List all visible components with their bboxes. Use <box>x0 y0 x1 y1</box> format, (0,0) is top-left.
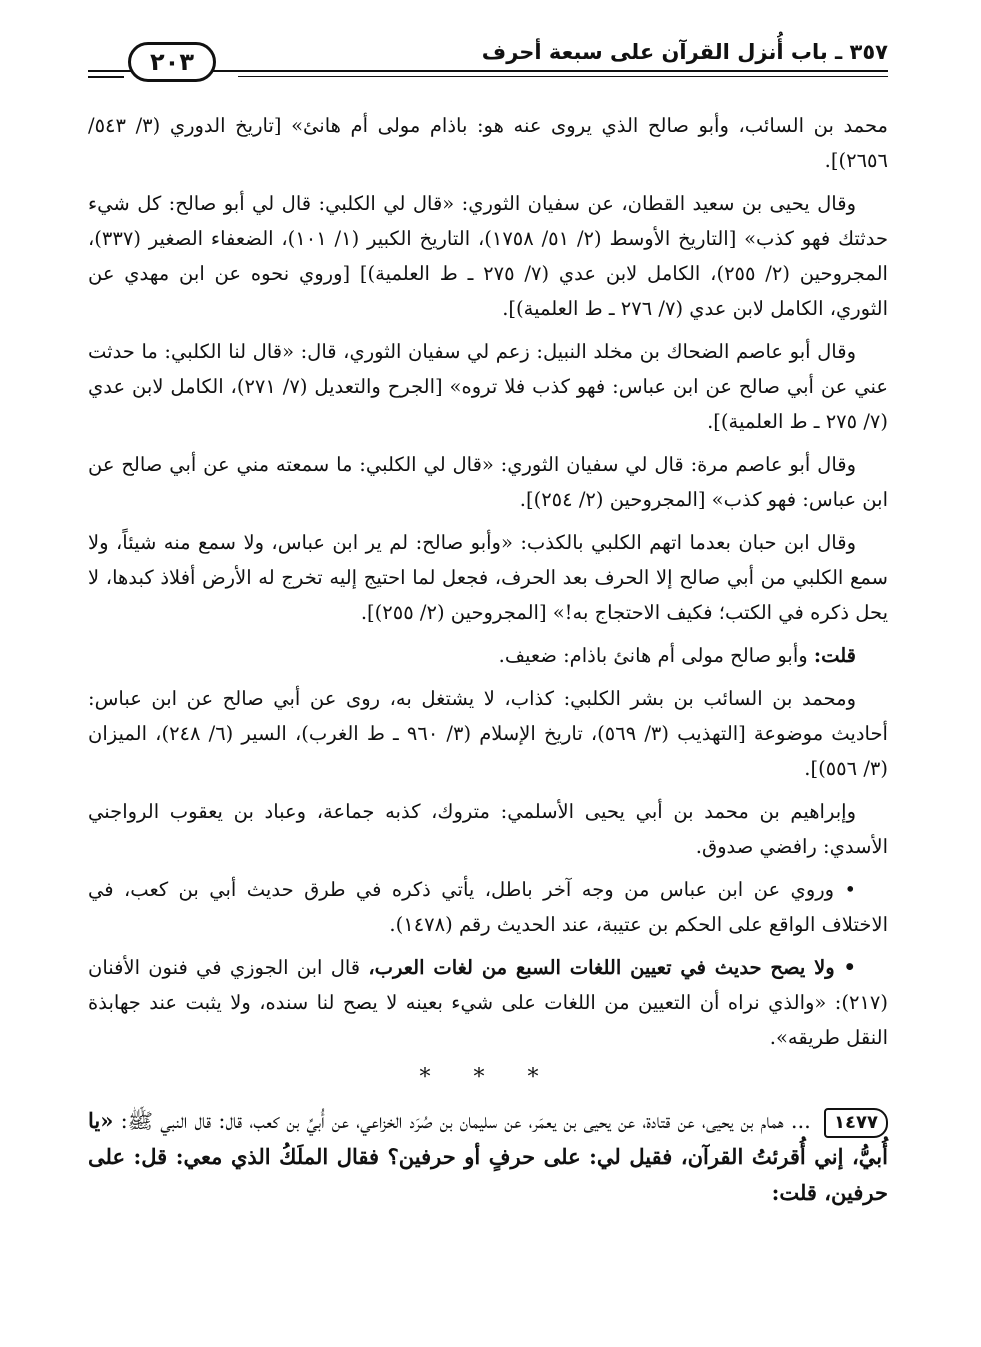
bullet-bold: • ولا يصح حديث في تعيين اللغات السبع من لغات العرب، <box>368 956 856 979</box>
running-title: ٣٥٧ ـ باب أُنزل القرآن على سبعة أحرف <box>481 40 888 64</box>
bullet-paragraph <box>88 950 888 1055</box>
qultu-label: قلت: <box>813 644 856 667</box>
hadith-isnad: ... همام بن يحيى، عن قتادة، عن يحيى بن يعمَر، عن سليمان بن صُرَد الخزاعي، عن أُبيِّ بن كعب، قال: قال النبي ﷺ: <box>113 1109 819 1133</box>
paragraph: وقال ابن حبان بعدما اتهم الكلبي بالكذب: «وأبو صالح: لم ير ابن عباس، ولا سمع منه شيئاً، ولا سمع الكلبي من أبي صالح إلا الحرف بعد الحرف، فجعل لما احتيج إليه تخرج له الأرض أفلاذ كبدها، لا يحل ذكره في الكتب؛ فكيف الاحتجاج به!» [المجروحين (٢/ ٢٥٥)]. <box>88 531 888 624</box>
paragraph: محمد بن السائب، وأبو صالح الذي يروى عنه هو: باذام مولى أم هانئ» [تاريخ الدوري (٣/ ٥٤٣/ ٢٦٥٦)]. <box>88 114 888 172</box>
hadith-matn: «يا أُبيُّ، إني أُقرئتُ القرآن، فقيل لي: على حرفٍ أو حرفين؟ فقال الملَكُ الذي معي: قل: على حرفين، قلت: <box>88 1108 888 1205</box>
hadith-number: ١٤٧٧ <box>824 1108 888 1138</box>
paragraph: وقال أبو عاصم الضحاك بن مخلد النبيل: زعم لي سفيان الثوري، قال: «قال لنا الكلبي: ما حدثت عني عن أبي صالح عن ابن عباس: فهو كذب فلا تروه» [الجرح والتعديل (٧/ ٢٧١)، الكامل لابن عدي (٧/ ٢٧٥ ـ ط العلمية)]. <box>88 340 888 433</box>
page-number: ٢٠٣ <box>128 42 216 82</box>
hadith-paragraph <box>88 1103 888 1211</box>
paragraph: وقال يحيى بن سعيد القطان، عن سفيان الثوري: «قال لي الكلبي: قال لي أبو صالح: كل شيء حدثتك فهو كذب» [التاريخ الأوسط (٢/ ٥١/ ١٧٥٨)، التاريخ الكبير (١/ ١٠١)، الضعفاء الصغير (٣٣٧)، المجروحين (٢/ ٢٥٥)، الكامل لابن عدي (٧/ ٢٧٥ ـ ط العلمية)] [وروي نحوه عن ابن مهدي عن الثوري، الكامل لابن عدي (٧/ ٢٧٦ ـ ط العلمية)]. <box>88 192 888 320</box>
qultu-paragraph <box>88 638 888 673</box>
page-body <box>88 108 888 1219</box>
page-header <box>88 30 888 86</box>
header-rule-lead <box>88 76 124 78</box>
paragraph: وقال أبو عاصم مرة: قال لي سفيان الثوري: «قال لي الكلبي: ما سمعته مني عن أبي صالح عن ابن عباس: فهو كذب» [المجروحين (٢/ ٢٥٤)]. <box>88 453 888 511</box>
bullet-paragraph: • وروي عن ابن عباس من وجه آخر باطل، يأتي ذكره في طرق حديث أبي بن كعب، في الاختلاف الواقع على الحكم بن عتيبة، عند الحديث رقم (١٤٧٨). <box>88 878 888 936</box>
header-rule-thin <box>238 76 888 77</box>
qultu-text: وأبو صالح مولى أم هانئ باذام: ضعيف. <box>498 644 808 667</box>
bullet-rest: قال ابن الجوزي في فنون الأفنان (٢١٧): «والذي نراه أن التعيين من اللغات على شيء بعينه لا يصح لنا سنده، ولا يثبت عند جهابذة النقل طريقه». <box>88 956 888 1049</box>
paragraph: ومحمد بن السائب بن بشر الكلبي: كذاب، لا يشتغل به، روى عن أبي صالح عن ابن عباس: أحاديث موضوعة [التهذيب (٣/ ٥٦٩)، تاريخ الإسلام (٣/ ٩٦٠ ـ ط الغرب)، السير (٦/ ٢٤٨)، الميزان (٣/ ٥٥٦)]. <box>88 687 888 780</box>
paragraph: وإبراهيم بن محمد بن أبي يحيى الأسلمي: متروك، كذبه جماعة، وعباد بن يعقوب الرواجني الأسدي: رافضي صدوق. <box>88 800 888 858</box>
separator-stars: * * * <box>419 1065 557 1090</box>
